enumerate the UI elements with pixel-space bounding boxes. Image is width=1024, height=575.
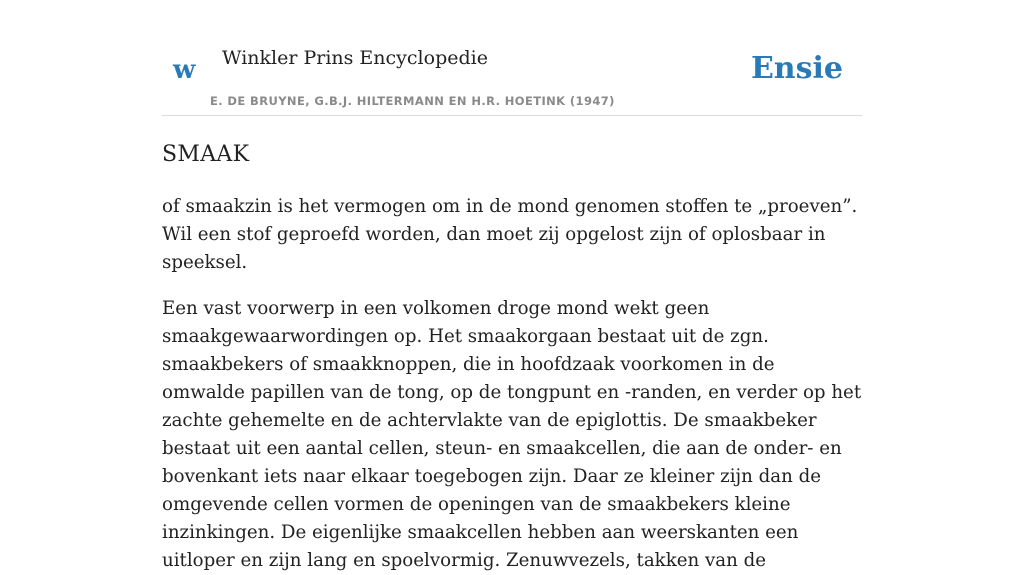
article-paragraph: Een vast voorwerp in een volkomen droge mond wekt geen smaakgewaarwordingen op. Het smaakorgaan bestaat uit de zgn. smaakbekers of smaakknoppen, die in hoofdzaak voorkomen in de omwalde papillen van de tong, op de tongpunt en -randen, en verder op het zachte gehemelte en de achtervlakte van de epiglottis. De smaakbeker bestaat uit een aantal cellen, steun- en smaakcellen, die aan de onder- en bovenkant iets naar elkaar toegebogen zijn. Daar ze kleiner zijn dan de omgevende cellen vormen de openingen van de smaakbekers kleine inzinkingen. De eigenlijke smaakcellen hebben aan weerskanten een uitloper en zijn lang en spoelvormig. Zenuwvezels, takken van de [162, 298, 862, 571]
source-title[interactable]: Winkler Prins Encyclopedie [222, 47, 488, 69]
article [162, 139, 862, 575]
article-paragraph: of smaakzin is het vermogen om in de mond genomen stoffen te „proeven”. Wil een stof geproefd worden, dan moet zij opgelost zijn of oplosbaar in speeksel. [162, 196, 858, 273]
source-authors: E. DE BRUYNE, G.B.J. HILTERMANN EN H.R. HOETINK (1947) [210, 94, 615, 108]
source-logo: w [173, 55, 196, 85]
source-header [162, 0, 862, 116]
article-title: SMAAK [162, 142, 250, 167]
ensie-logo-link[interactable]: Ensie [750, 51, 843, 86]
